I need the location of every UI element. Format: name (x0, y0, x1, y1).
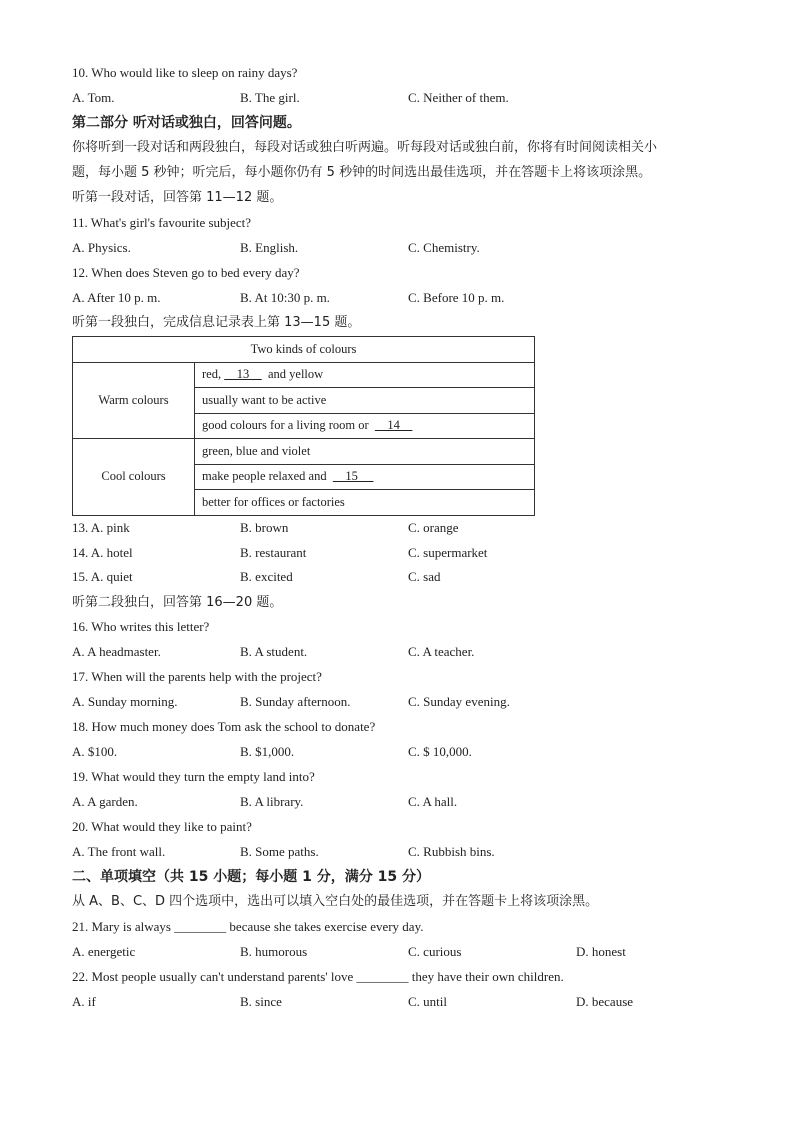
q15-option-a: 15. A. quiet (72, 569, 133, 584)
question-21-stem: 21. Mary is always ________ because she takes exercise every day. (72, 919, 424, 934)
warm-row-2: usually want to be active (195, 388, 535, 414)
q11-option-c: C. Chemistry. (408, 240, 480, 255)
q16-option-c: C. A teacher. (408, 644, 475, 659)
question-20-stem: 20. What would they like to paint? (72, 819, 252, 834)
cool-row-3: better for offices or factories (195, 490, 535, 516)
q12-option-a: A. After 10 p. m. (72, 290, 161, 305)
q12-option-b: B. At 10:30 p. m. (240, 290, 330, 305)
q16-option-b: B. A student. (240, 644, 308, 659)
question-10-stem: 10. Who would like to sleep on rainy days? (72, 65, 298, 80)
warm-colours-label: Warm colours (73, 362, 195, 439)
q20-option-b: B. Some paths. (240, 844, 319, 859)
q21-option-b: B. humorous (240, 944, 308, 959)
cool-row-2: make people relaxed and 15 (195, 464, 535, 490)
q21-option-a: A. energetic (72, 944, 136, 959)
q13-option-c: C. orange (408, 520, 459, 535)
warm-row-3: good colours for a living room or 14 (195, 413, 535, 439)
part2-subheading-1: 听第一段对话，回答第 11—12 题。 (72, 190, 283, 205)
q17-option-b: B. Sunday afternoon. (240, 694, 351, 709)
q15-option-c: C. sad (408, 569, 441, 584)
q19-option-a: A. A garden. (72, 794, 138, 809)
q10-option-c: C. Neither of them. (408, 90, 509, 105)
q15-option-b: B. excited (240, 569, 293, 584)
q21-option-c: C. curious (408, 944, 462, 959)
question-17-stem: 17. When will the parents help with the project? (72, 669, 322, 684)
q22-option-b: B. since (240, 994, 282, 1009)
q18-option-b: B. $1,000. (240, 744, 295, 759)
q14-option-c: C. supermarket (408, 545, 488, 560)
section2-title: 二、单项填空（共 15 小题；每小题 1 分，满分 15 分） (72, 869, 430, 885)
section2-instruction: 从 A、B、C、D 四个选项中，选出可以填入空白处的最佳选项，并在答题卡上将该项涂黑。 (72, 894, 599, 909)
question-12-stem: 12. When does Steven go to bed every day? (72, 265, 300, 280)
question-22-stem: 22. Most people usually can't understand parents' love ________ they have their own children. (72, 969, 564, 984)
q14-option-a: 14. A. hotel (72, 545, 133, 560)
q12-option-c: C. Before 10 p. m. (408, 290, 505, 305)
q10-option-b: B. The girl. (240, 90, 300, 105)
q13-option-a: 13. A. pink (72, 520, 130, 535)
q22-option-c: C. until (408, 994, 448, 1009)
q11-option-a: A. Physics. (72, 240, 131, 255)
q22-option-d: D. because (576, 994, 634, 1009)
table-header: Two kinds of colours (73, 337, 535, 363)
part2-title: 第二部分 听对话或独白，回答问题。 (72, 115, 301, 131)
part2-instruction-line1: 你将听到一段对话和两段独白，每段对话或独白听两遍。听每段对话或独白前，你将有时间阅读相关小 (72, 140, 658, 155)
q10-option-a: A. Tom. (72, 90, 115, 105)
q14-option-b: B. restaurant (240, 545, 307, 560)
q18-option-c: C. $ 10,000. (408, 744, 472, 759)
q19-option-b: B. A library. (240, 794, 304, 809)
q20-option-a: A. The front wall. (72, 844, 166, 859)
info-record-table (72, 336, 535, 516)
part2-instruction-line2: 题，每小题 5 秒钟；听完后，每小题你仍有 5 秒钟的时间选出最佳选项，并在答题卡上将该项涂黑。 (72, 165, 652, 180)
q17-option-a: A. Sunday morning. (72, 694, 178, 709)
blank-13: 13 (224, 367, 262, 382)
part2-subheading-3: 听第二段独白，回答第 16—20 题。 (72, 595, 283, 610)
q20-option-c: C. Rubbish bins. (408, 844, 495, 859)
q13-option-b: B. brown (240, 520, 289, 535)
question-18-stem: 18. How much money does Tom ask the school to donate? (72, 719, 376, 734)
cool-colours-label: Cool colours (73, 439, 195, 516)
blank-15: 15 (332, 469, 374, 484)
question-19-stem: 19. What would they turn the empty land into? (72, 769, 315, 784)
warm-row-1: red, 13 and yellow (195, 362, 535, 388)
q18-option-a: A. $100. (72, 744, 118, 759)
blank-14: 14 (374, 418, 413, 433)
question-11-stem: 11. What's girl's favourite subject? (72, 215, 252, 230)
part2-subheading-2: 听第一段独白，完成信息记录表上第 13—15 题。 (72, 315, 361, 330)
q16-option-a: A. A headmaster. (72, 644, 161, 659)
q11-option-b: B. English. (240, 240, 299, 255)
q22-option-a: A. if (72, 994, 96, 1009)
question-16-stem: 16. Who writes this letter? (72, 619, 210, 634)
cool-row-1: green, blue and violet (195, 439, 535, 465)
q21-option-d: D. honest (576, 944, 626, 959)
q19-option-c: C. A hall. (408, 794, 458, 809)
q17-option-c: C. Sunday evening. (408, 694, 510, 709)
